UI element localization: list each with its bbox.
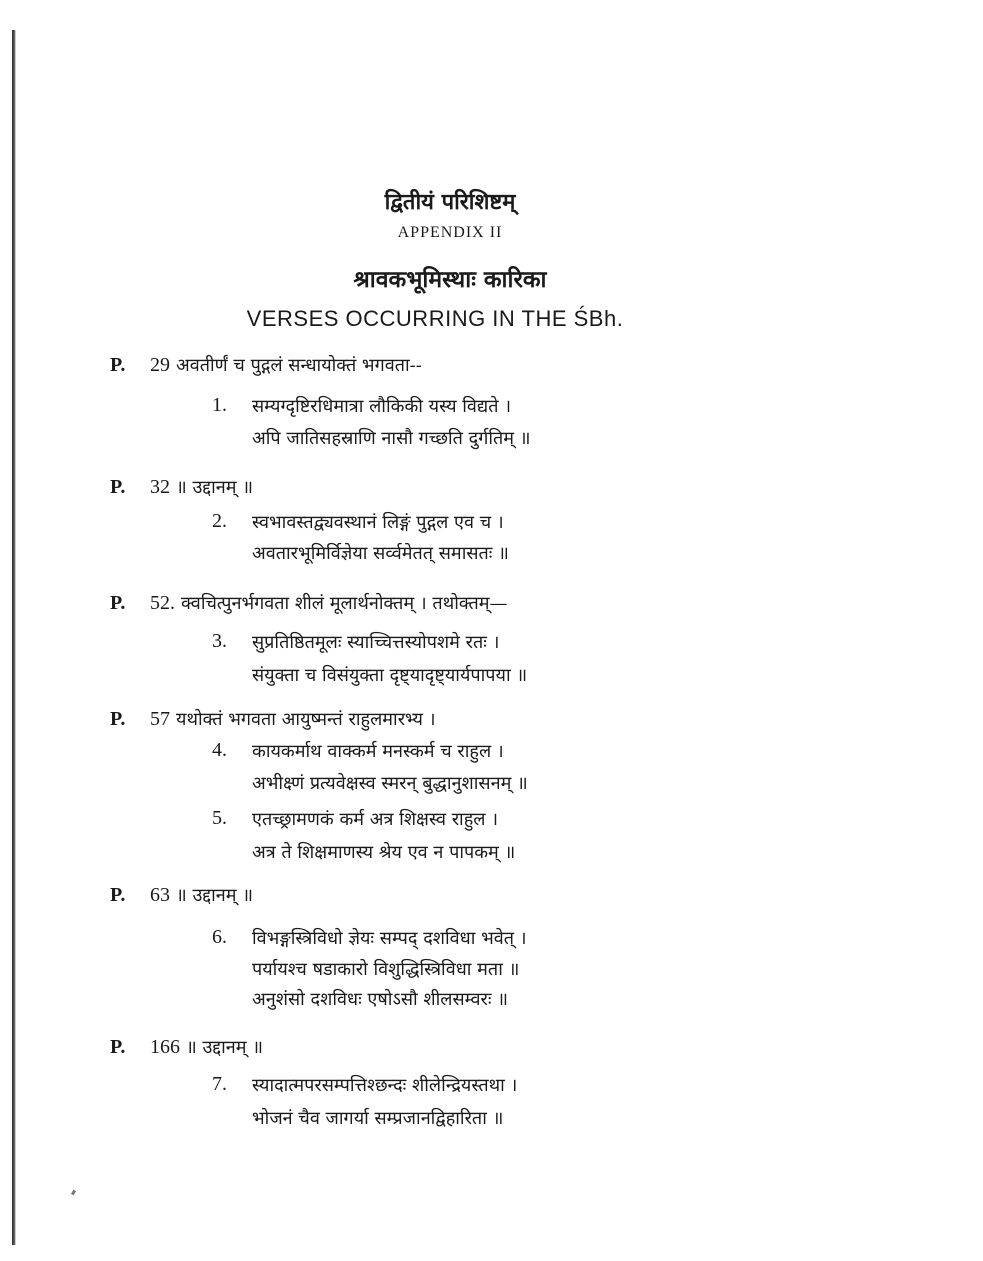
reference-text: ॥ उद्दानम् ॥	[176, 477, 253, 498]
reference-text: ॥ उद्दानम् ॥	[186, 1037, 263, 1058]
verse-number: 5.	[212, 807, 227, 829]
subtitle-sanskrit: श्रावकभूमिस्थाः कारिका	[353, 266, 547, 293]
reference-text: क्वचित्पुनर्भगवता शीलं मूलार्थनोक्तम् । तथोक्तम्—	[181, 593, 508, 614]
verse-number: 7.	[212, 1073, 227, 1095]
verse-line: स्वभावस्तद्व्यवस्थानं लिङ्गं पुद्गल एव च ।	[252, 512, 504, 533]
verse-line: अत्र ते शिक्षमाणस्य श्रेय एव न पापकम् ॥	[252, 842, 516, 863]
reference-text: अवतीर्णं च पुद्गलं सन्धायोक्तं भगवता--	[176, 355, 422, 376]
page-number: 57	[150, 708, 170, 730]
verse-number: 4.	[212, 739, 227, 761]
verse-line: कायकर्माथ वाक्कर्म मनस्कर्म च राहुल ।	[252, 741, 504, 762]
scan-speck	[71, 1190, 76, 1196]
verse-number: 2.	[212, 510, 227, 532]
page-reference	[110, 590, 508, 615]
verse-line: सुप्रतिष्ठितमूलः स्याच्चित्तस्योपशमे रतः ।	[252, 632, 500, 653]
verse-line: स्यादात्मपरसम्पत्तिश्छन्दः शीलेन्द्रियस्तथा ।	[252, 1075, 518, 1096]
verse-line: सम्यग्दृष्टिरधिमात्रा लौकिकी यस्य विद्यते ।	[252, 396, 512, 417]
verse-line: अभीक्ष्णं प्रत्यवेक्षस्व स्मरन् बुद्धानुशासनम् ॥	[252, 773, 528, 794]
page-label: P.	[110, 476, 126, 498]
page-number: 52.	[150, 592, 175, 614]
page-label: P.	[110, 708, 126, 730]
page-reference	[110, 474, 253, 499]
verse-line: विभङ्गस्त्रिविधो ज्ञेयः सम्पद् दशविधा भवेत् ।	[252, 928, 527, 949]
page-reference	[110, 1034, 263, 1059]
page-reference	[110, 882, 253, 907]
page-label: P.	[110, 884, 126, 906]
verse-line: संयुक्ता च विसंयुक्ता दृष्ट्यादृष्ट्यार्यपापया ॥	[252, 665, 528, 686]
verse-line: पर्यायश्च षडाकारो विशुद्धिस्त्रिविधा मता ॥	[252, 959, 520, 980]
appendix-title-english: APPENDIX II	[397, 224, 503, 241]
page-label: P.	[110, 1036, 126, 1058]
verse-line: अपि जातिसहस्राणि नासौ गच्छति दुर्गतिम् ॥	[252, 428, 531, 449]
page-number: 29	[150, 354, 170, 376]
verse-line: अवतारभूमिर्विज्ञेया सर्व्वमेतत् समासतः ॥	[252, 543, 509, 564]
reference-text: यथोक्तं भगवता आयुष्मन्तं राहुलमारभ्य ।	[176, 709, 436, 730]
page-reference	[110, 706, 436, 731]
appendix-title-sanskrit: द्वितीयं परिशिष्टम्	[384, 189, 516, 215]
verse-line: अनुशंसो दशविधः एषोऽसौ शीलसम्वरः ॥	[252, 989, 509, 1010]
binding-edge	[12, 30, 16, 1245]
page-number: 32	[150, 476, 170, 498]
subtitle-english: VERSES OCCURRING IN THE ŚBh.	[246, 306, 624, 331]
page-number: 63	[150, 884, 170, 906]
page-label: P.	[110, 592, 126, 614]
reference-text: ॥ उद्दानम् ॥	[176, 885, 253, 906]
page-reference	[110, 352, 422, 377]
verse-number: 1.	[212, 394, 227, 416]
verse-number: 3.	[212, 630, 227, 652]
verse-line: भोजनं चैव जागर्या सम्प्रजानद्विहारिता ॥	[252, 1108, 504, 1129]
verse-line: एतच्छ्रामणकं कर्म अत्र शिक्षस्व राहुल ।	[252, 809, 499, 830]
page-number: 166	[150, 1036, 180, 1058]
page-label: P.	[110, 354, 126, 376]
verse-number: 6.	[212, 926, 227, 948]
